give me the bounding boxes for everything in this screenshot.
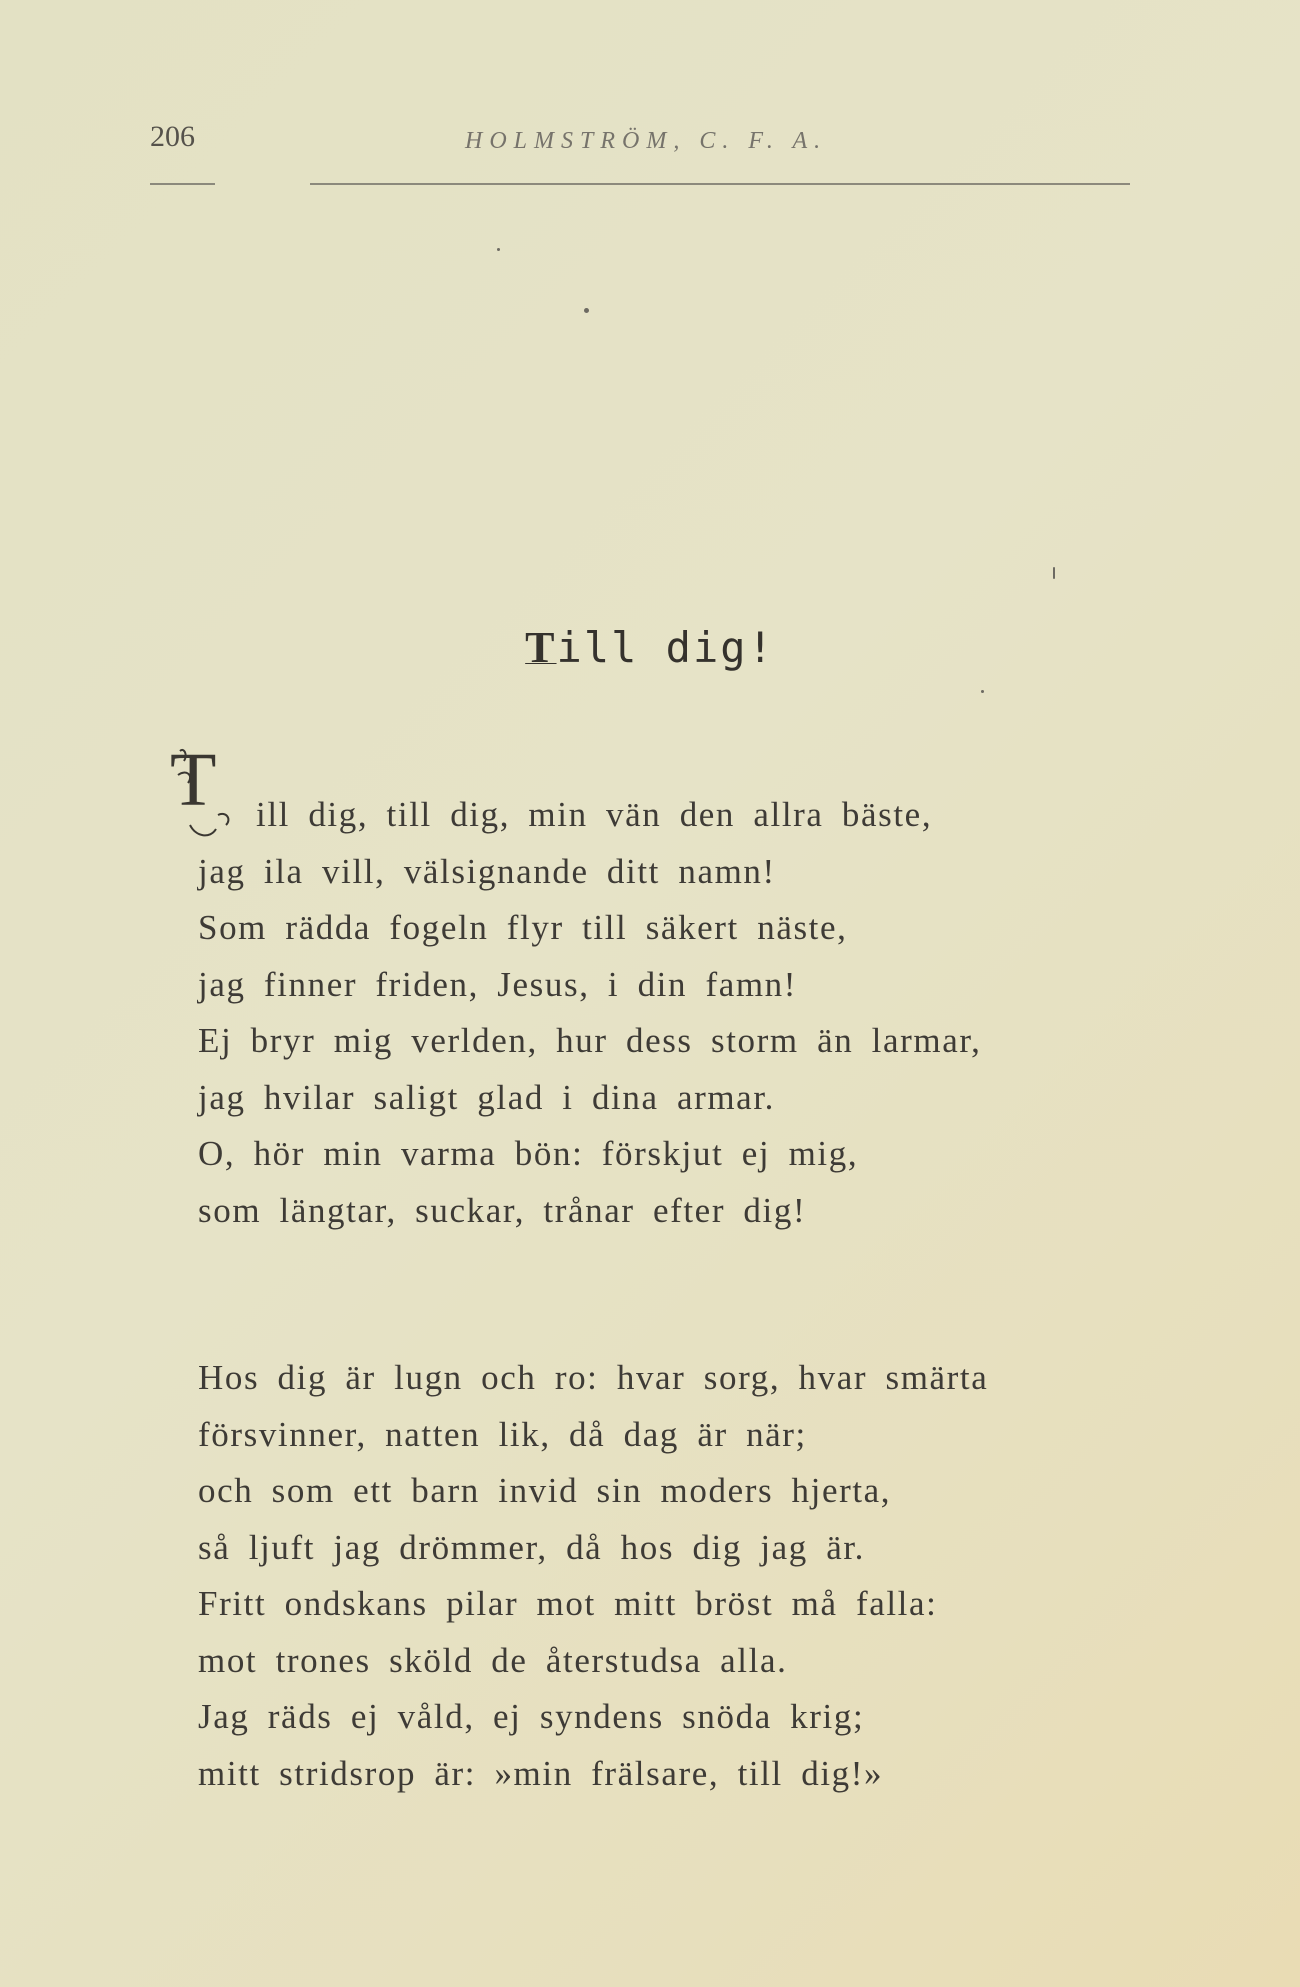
poem-line: O, hör min varma bön: förskjut ej mig,	[198, 1134, 859, 1173]
poem-line: Jag räds ej våld, ej syndens snöda krig;	[198, 1697, 865, 1736]
poem-line: försvinner, natten lik, då dag är när;	[198, 1414, 807, 1454]
poem-line: mitt stridsrop är: »min frälsare, till dig!»	[198, 1753, 884, 1793]
stanza-1	[198, 787, 1198, 1239]
poem-line: ill dig, till dig, min vän den allra bäste,	[256, 795, 933, 834]
poem-line: Som rädda fogeln flyr till säkert näste,	[198, 908, 848, 947]
poem-line: jag ila vill, välsignande ditt namn!	[198, 851, 776, 891]
title-text: ill dig!	[556, 623, 775, 672]
running-head: HOLMSTRÖM, C. F. A.	[465, 128, 828, 154]
paper-speck	[1053, 567, 1055, 579]
poem-line: Ej bryr mig verlden, hur dess storm än larmar,	[198, 1021, 982, 1060]
running-header	[150, 120, 1170, 160]
paper-speck	[497, 248, 500, 251]
drop-cap: T	[170, 738, 217, 822]
poem-line: mot trones sköld de återstudsa alla.	[198, 1640, 788, 1680]
page-number: 206	[150, 120, 195, 153]
poem-line: jag hvilar saligt glad i dina armar.	[198, 1077, 775, 1117]
poem-line: jag finner friden, Jesus, i din famn!	[198, 964, 798, 1004]
header-rule-left	[150, 183, 215, 185]
paper-speck	[584, 308, 589, 313]
paper-speck	[981, 690, 984, 693]
title-initial: T	[525, 623, 557, 672]
poem-title	[0, 622, 1300, 673]
stanza-2	[198, 1350, 1198, 1802]
poem-line: så ljuft jag drömmer, då hos dig jag är.	[198, 1527, 866, 1567]
header-rule-right	[310, 183, 1130, 185]
poem-line: som längtar, suckar, trånar efter dig!	[198, 1190, 807, 1230]
poem-line: Hos dig är lugn och ro: hvar sorg, hvar smärta	[198, 1358, 989, 1397]
poem-line: och som ett barn invid sin moders hjerta,	[198, 1471, 892, 1510]
poem-line: Fritt ondskans pilar mot mitt bröst må falla:	[198, 1584, 938, 1623]
